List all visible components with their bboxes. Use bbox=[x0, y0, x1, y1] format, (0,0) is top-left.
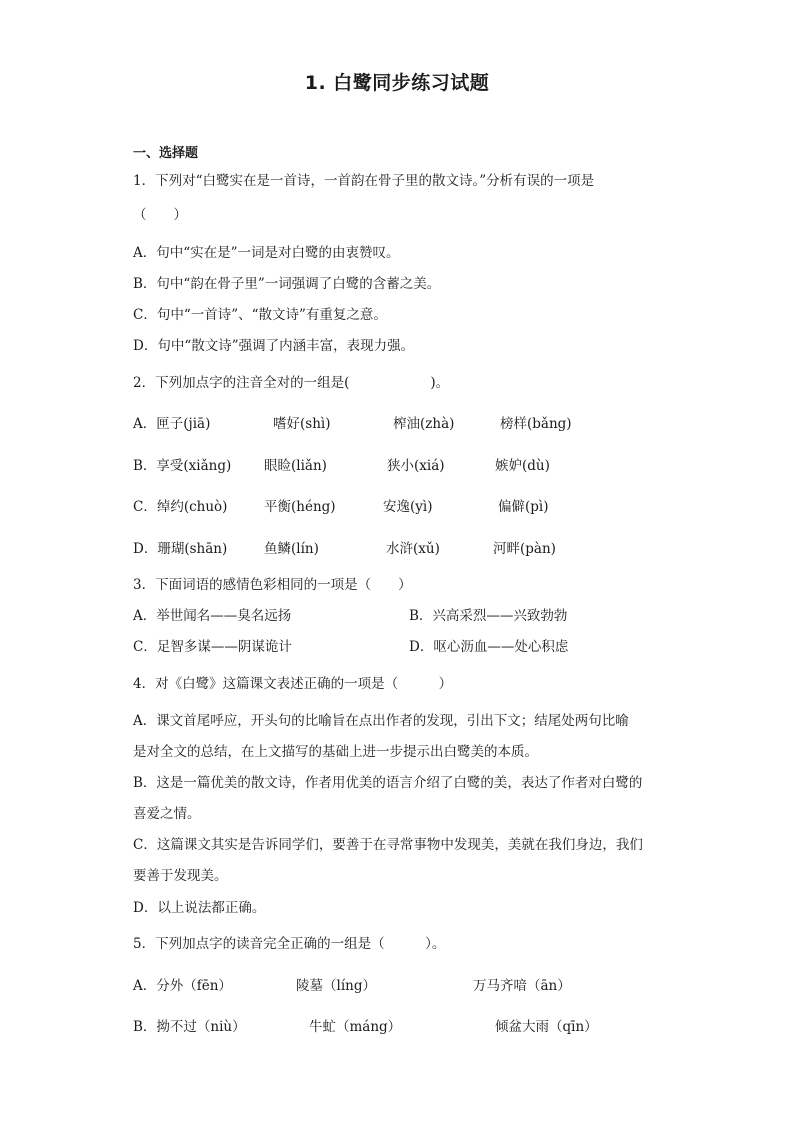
q3-stem: 3．下面词语的感情色彩相同的一项是（ ） bbox=[133, 577, 412, 593]
q4-line-2: 是对全文的总结，在上文描写的基础上进一步提示出白鹭美的本质。 bbox=[133, 744, 538, 760]
q5-b-item-1: B．拗不过（niù） bbox=[133, 1019, 246, 1035]
q2-a-item-2: 嗜好(shì) bbox=[273, 416, 331, 432]
q2-c-item-1: C．绰约(chuò) bbox=[133, 499, 228, 515]
q5-b-item-3: 倾盆大雨（qīn） bbox=[495, 1019, 598, 1035]
q2-b-item-1: B．享受(xiǎng) bbox=[133, 458, 232, 474]
q5-a-item-2: 陵墓（líng） bbox=[296, 978, 376, 994]
q5-a-item-3: 万马齐喑（ān） bbox=[473, 978, 571, 994]
q2-b-item-4: 嫉妒(dù) bbox=[495, 458, 550, 474]
q1-option-c: C．句中“一首诗”、“散文诗”有重复之意。 bbox=[133, 307, 387, 323]
q1-option-b: B．句中“韵在骨子里”一词强调了白鹭的含蓄之美。 bbox=[133, 276, 441, 292]
q2-a-item-3: 榨油(zhà) bbox=[393, 416, 455, 432]
q3-option-c: C．足智多谋——阴谋诡计 bbox=[133, 639, 292, 655]
q2-d-item-4: 河畔(pàn) bbox=[493, 541, 556, 557]
page-title: 1. 白鹭同步练习试题 bbox=[304, 72, 490, 94]
q2-d-item-3: 水浒(xǔ) bbox=[386, 541, 440, 557]
q2-d-item-1: D．珊瑚(shān) bbox=[133, 541, 228, 557]
q3-option-d: D．呕心沥血——处心积虑 bbox=[409, 639, 569, 655]
q1-stem: 1．下列对“白鹭实在是一首诗，一首韵在骨子里的散文诗。”分析有误的一项是 bbox=[133, 173, 595, 189]
q2-c-item-2: 平衡(héng) bbox=[264, 499, 336, 515]
q2-d-item-2: 鱼鳞(lín) bbox=[264, 541, 319, 557]
q5-stem: 5．下列加点字的读音完全正确的一组是（ ）。 bbox=[133, 936, 446, 952]
q2-c-item-3: 安逸(yì) bbox=[383, 499, 433, 515]
q4-stem: 4．对《白鹭》这篇课文表述正确的一项是（ ） bbox=[133, 676, 453, 692]
q4-line-3: B．这是一篇优美的散文诗，作者用优美的语言介绍了白鹭的美，表达了作者对白鹭的 bbox=[133, 775, 643, 791]
q2-a-item-1: A．匣子(jiā) bbox=[133, 416, 211, 432]
q5-b-item-2: 牛虻（máng） bbox=[309, 1019, 402, 1035]
q2-a-item-4: 榜样(bǎng) bbox=[500, 416, 572, 432]
q4-line-7: D．以上说法都正确。 bbox=[133, 900, 266, 916]
q4-line-4: 喜爱之情。 bbox=[133, 806, 201, 822]
q2-b-item-3: 狭小(xiá) bbox=[387, 458, 445, 474]
q4-line-1: A．课文首尾呼应，开头句的比喻旨在点出作者的发现，引出下文；结尾处两句比喻 bbox=[133, 713, 629, 729]
q2-c-item-4: 偏僻(pì) bbox=[498, 499, 549, 515]
q4-line-6: 要善于发现美。 bbox=[133, 868, 228, 884]
q2-stem: 2．下列加点字的注音全对的一组是( )。 bbox=[133, 375, 450, 391]
q5-a-item-1: A．分外（fēn） bbox=[133, 978, 232, 994]
q1-option-a: A．句中“实在是”一词是对白鹭的由衷赞叹。 bbox=[133, 245, 400, 261]
q3-option-b: B．兴高采烈——兴致勃勃 bbox=[409, 608, 568, 624]
q1-blank: （ ） bbox=[133, 207, 187, 223]
q1-option-d: D．句中“散文诗”强调了内涵丰富，表现力强。 bbox=[133, 338, 415, 354]
q3-option-a: A．举世闻名——臭名远扬 bbox=[133, 608, 292, 624]
q4-line-5: C．这篇课文其实是告诉同学们，要善于在寻常事物中发现美，美就在我们身边，我们 bbox=[133, 837, 643, 853]
section-heading: 一、选择题 bbox=[133, 146, 199, 161]
q2-b-item-2: 眼睑(liǎn) bbox=[264, 458, 327, 474]
